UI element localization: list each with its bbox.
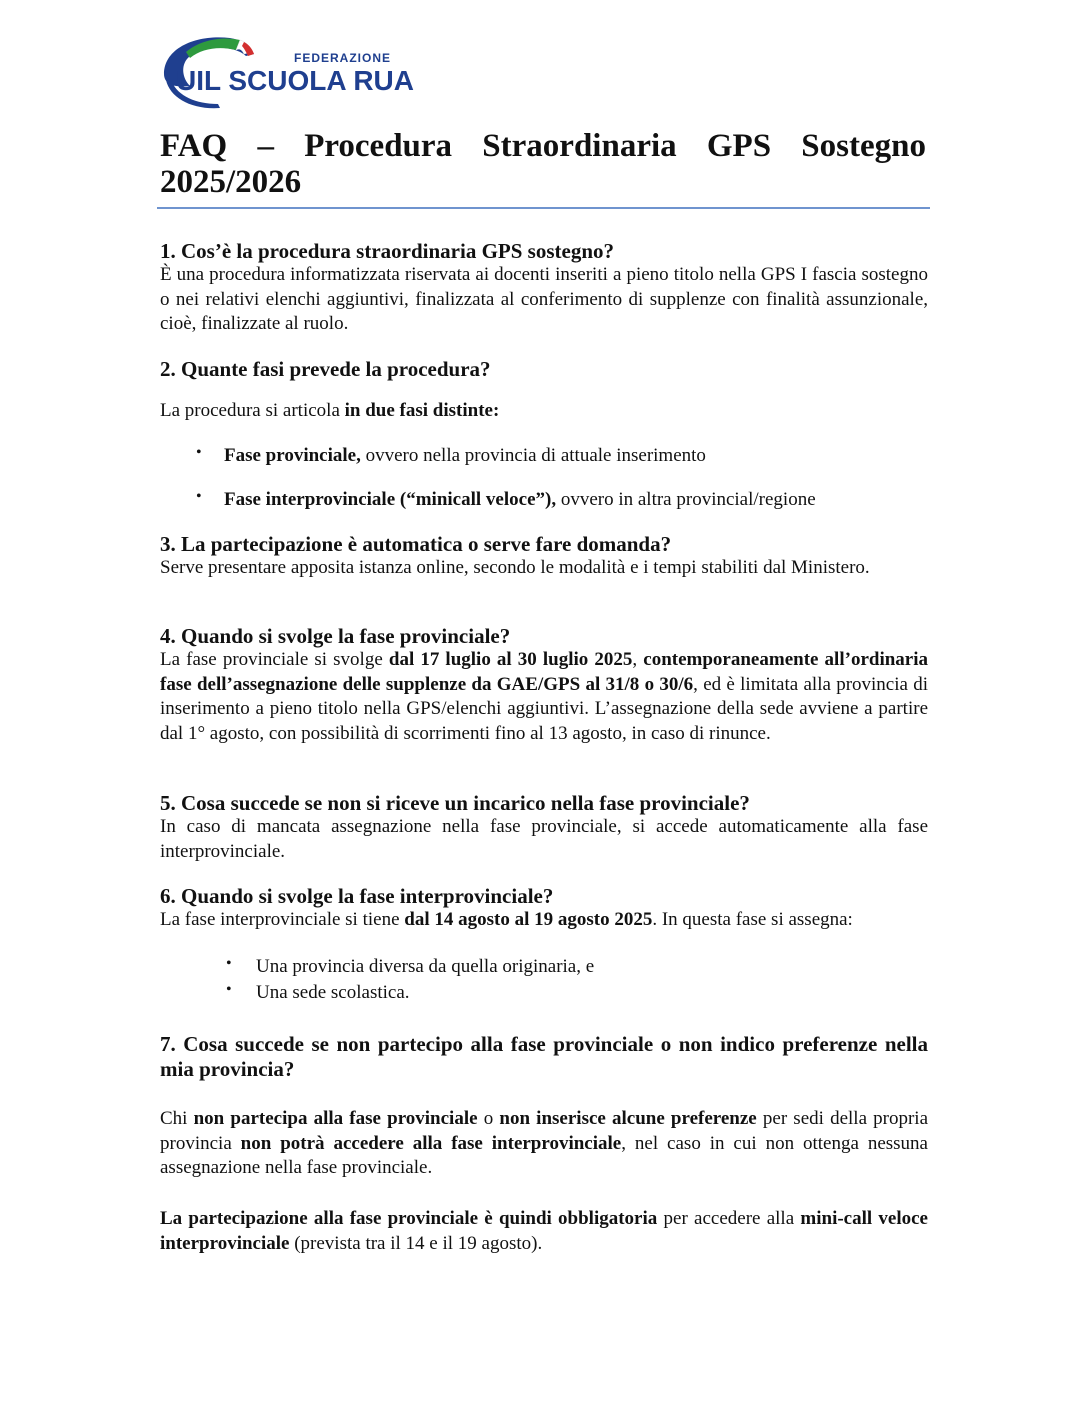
answer-text: per sedi della propria provincia	[160, 1108, 929, 1154]
bullet-icon: •	[196, 444, 202, 461]
answer-text: . In questa fase si assegna:	[652, 909, 853, 930]
faq-answer-7	[160, 1107, 928, 1181]
bullet-text: Una provincia diversa da quella originaria, e	[256, 956, 595, 977]
faq-answer-5: In caso di mancata assegnazione nella fase provinciale, si accede automaticamente alla fase interprovinciale.	[160, 816, 928, 862]
bullet-icon: •	[226, 981, 232, 998]
faq-question-6: 6. Quando si svolge la fase interprovinciale?	[160, 884, 554, 908]
faq-question-2: 2. Quante fasi prevede la procedura?	[160, 357, 491, 381]
faq-section-7	[160, 1032, 928, 1081]
answer-text: o	[477, 1108, 500, 1129]
answer-bold: non partecipa alla fase provinciale	[193, 1108, 478, 1129]
faq-question-1: 1. Cos’è la procedura straordinaria GPS sostegno?	[160, 239, 615, 263]
bullet-icon: •	[226, 955, 232, 972]
faq-bullet-2-2	[160, 488, 928, 513]
faq-bullet-2-1	[160, 444, 928, 469]
answer-text: La fase provinciale si svolge	[160, 649, 389, 670]
faq-section-5	[160, 791, 928, 864]
faq-answer-6	[160, 908, 928, 933]
intro-bold: in due fasi distinte:	[344, 400, 500, 421]
faq-bullet-6-2	[160, 981, 928, 1006]
answer-bold: contemporaneamente all’ordinaria fase dell’assegnazione delle supplenze da GAE/GPS al 31/8 o 30/6	[160, 649, 928, 695]
faq-answer-1: È una procedura informatizzata riservata ai docenti inseriti a pieno titolo nella GPS I fascia sostegno o nei relativi elenchi aggiuntivi, finalizzata al conferimento di supplenze con finalità assunzionale, cioè, finalizzate al ruolo.	[160, 264, 928, 334]
faq-answer-4	[160, 648, 928, 746]
answer-bold: dal 17 luglio al 30 luglio 2025	[388, 649, 633, 670]
faq-section-4	[160, 624, 928, 746]
faq-section-2	[160, 357, 928, 381]
conclusion-text: (prevista tra il 14 e il 19 agosto).	[289, 1232, 543, 1254]
faq-section-1	[160, 239, 928, 337]
bullet-bold: Fase provinciale,	[224, 445, 361, 466]
faq-answer-2-intro	[160, 399, 928, 424]
answer-bold: non potrà accedere alla fase interprovinciale	[240, 1132, 622, 1154]
bullet-text: Una sede scolastica.	[256, 982, 410, 1003]
page-title: FAQ – Procedura Straordinaria GPS Sostegno 2025/2026	[160, 128, 926, 200]
faq-bullet-6-1	[160, 955, 928, 980]
conclusion-text: per accedere alla	[657, 1208, 801, 1229]
answer-text: Chi	[160, 1108, 194, 1129]
bullet-icon: •	[196, 488, 202, 505]
bullet-text: ovvero nella provincia di attuale inserimento	[360, 445, 706, 466]
faq-section-3	[160, 532, 928, 581]
logo-name: UIL SCUOLA RUA	[176, 65, 414, 96]
conclusion-bold: mini-call veloce interprovinciale	[160, 1208, 928, 1254]
answer-bold: dal 14 agosto al 19 agosto 2025	[404, 909, 653, 930]
faq-question-3: 3. La partecipazione è automatica o serve fare domanda?	[160, 532, 672, 556]
uil-scuola-rua-logo	[160, 30, 450, 114]
conclusion-bold: La partecipazione alla fase provinciale è quindi obbligatoria	[160, 1208, 658, 1229]
faq-conclusion	[160, 1207, 928, 1256]
logo-federazione: FEDERAZIONE	[294, 51, 392, 65]
answer-text: La fase interprovinciale si tiene	[160, 909, 405, 930]
faq-section-6	[160, 884, 928, 933]
answer-text: , nel caso in cui non ottenga nessuna assegnazione nella fase provinciale.	[160, 1132, 928, 1178]
faq-question-5: 5. Cosa succede se non si riceve un incarico nella fase provinciale?	[160, 791, 750, 815]
faq-question-7: 7. Cosa succede se non partecipo alla fase provinciale o non indico preferenze nella mia provincia?	[160, 1032, 928, 1081]
faq-answer-3: Serve presentare apposita istanza online, secondo le modalità e i tempi stabiliti dal Ministero.	[160, 557, 870, 578]
bullet-text: ovvero in altra provincial/regione	[556, 489, 816, 510]
title-divider	[157, 207, 930, 209]
answer-bold: non inserisce alcune preferenze	[499, 1108, 757, 1129]
intro-text: La procedura si articola	[160, 400, 345, 421]
faq-question-4: 4. Quando si svolge la fase provinciale?	[160, 624, 511, 648]
answer-text: ,	[632, 649, 644, 670]
bullet-bold: Fase interprovinciale (“minicall veloce”),	[224, 489, 557, 510]
answer-text: , ed è limitata alla provincia di inserimento a pieno titolo nella GPS/elenchi aggiuntivi. L’assegnazione della sede avviene a partire dal 1° agosto, con possibilità di scorrimenti fino al 13 agosto, in caso di rinunce.	[160, 673, 929, 744]
